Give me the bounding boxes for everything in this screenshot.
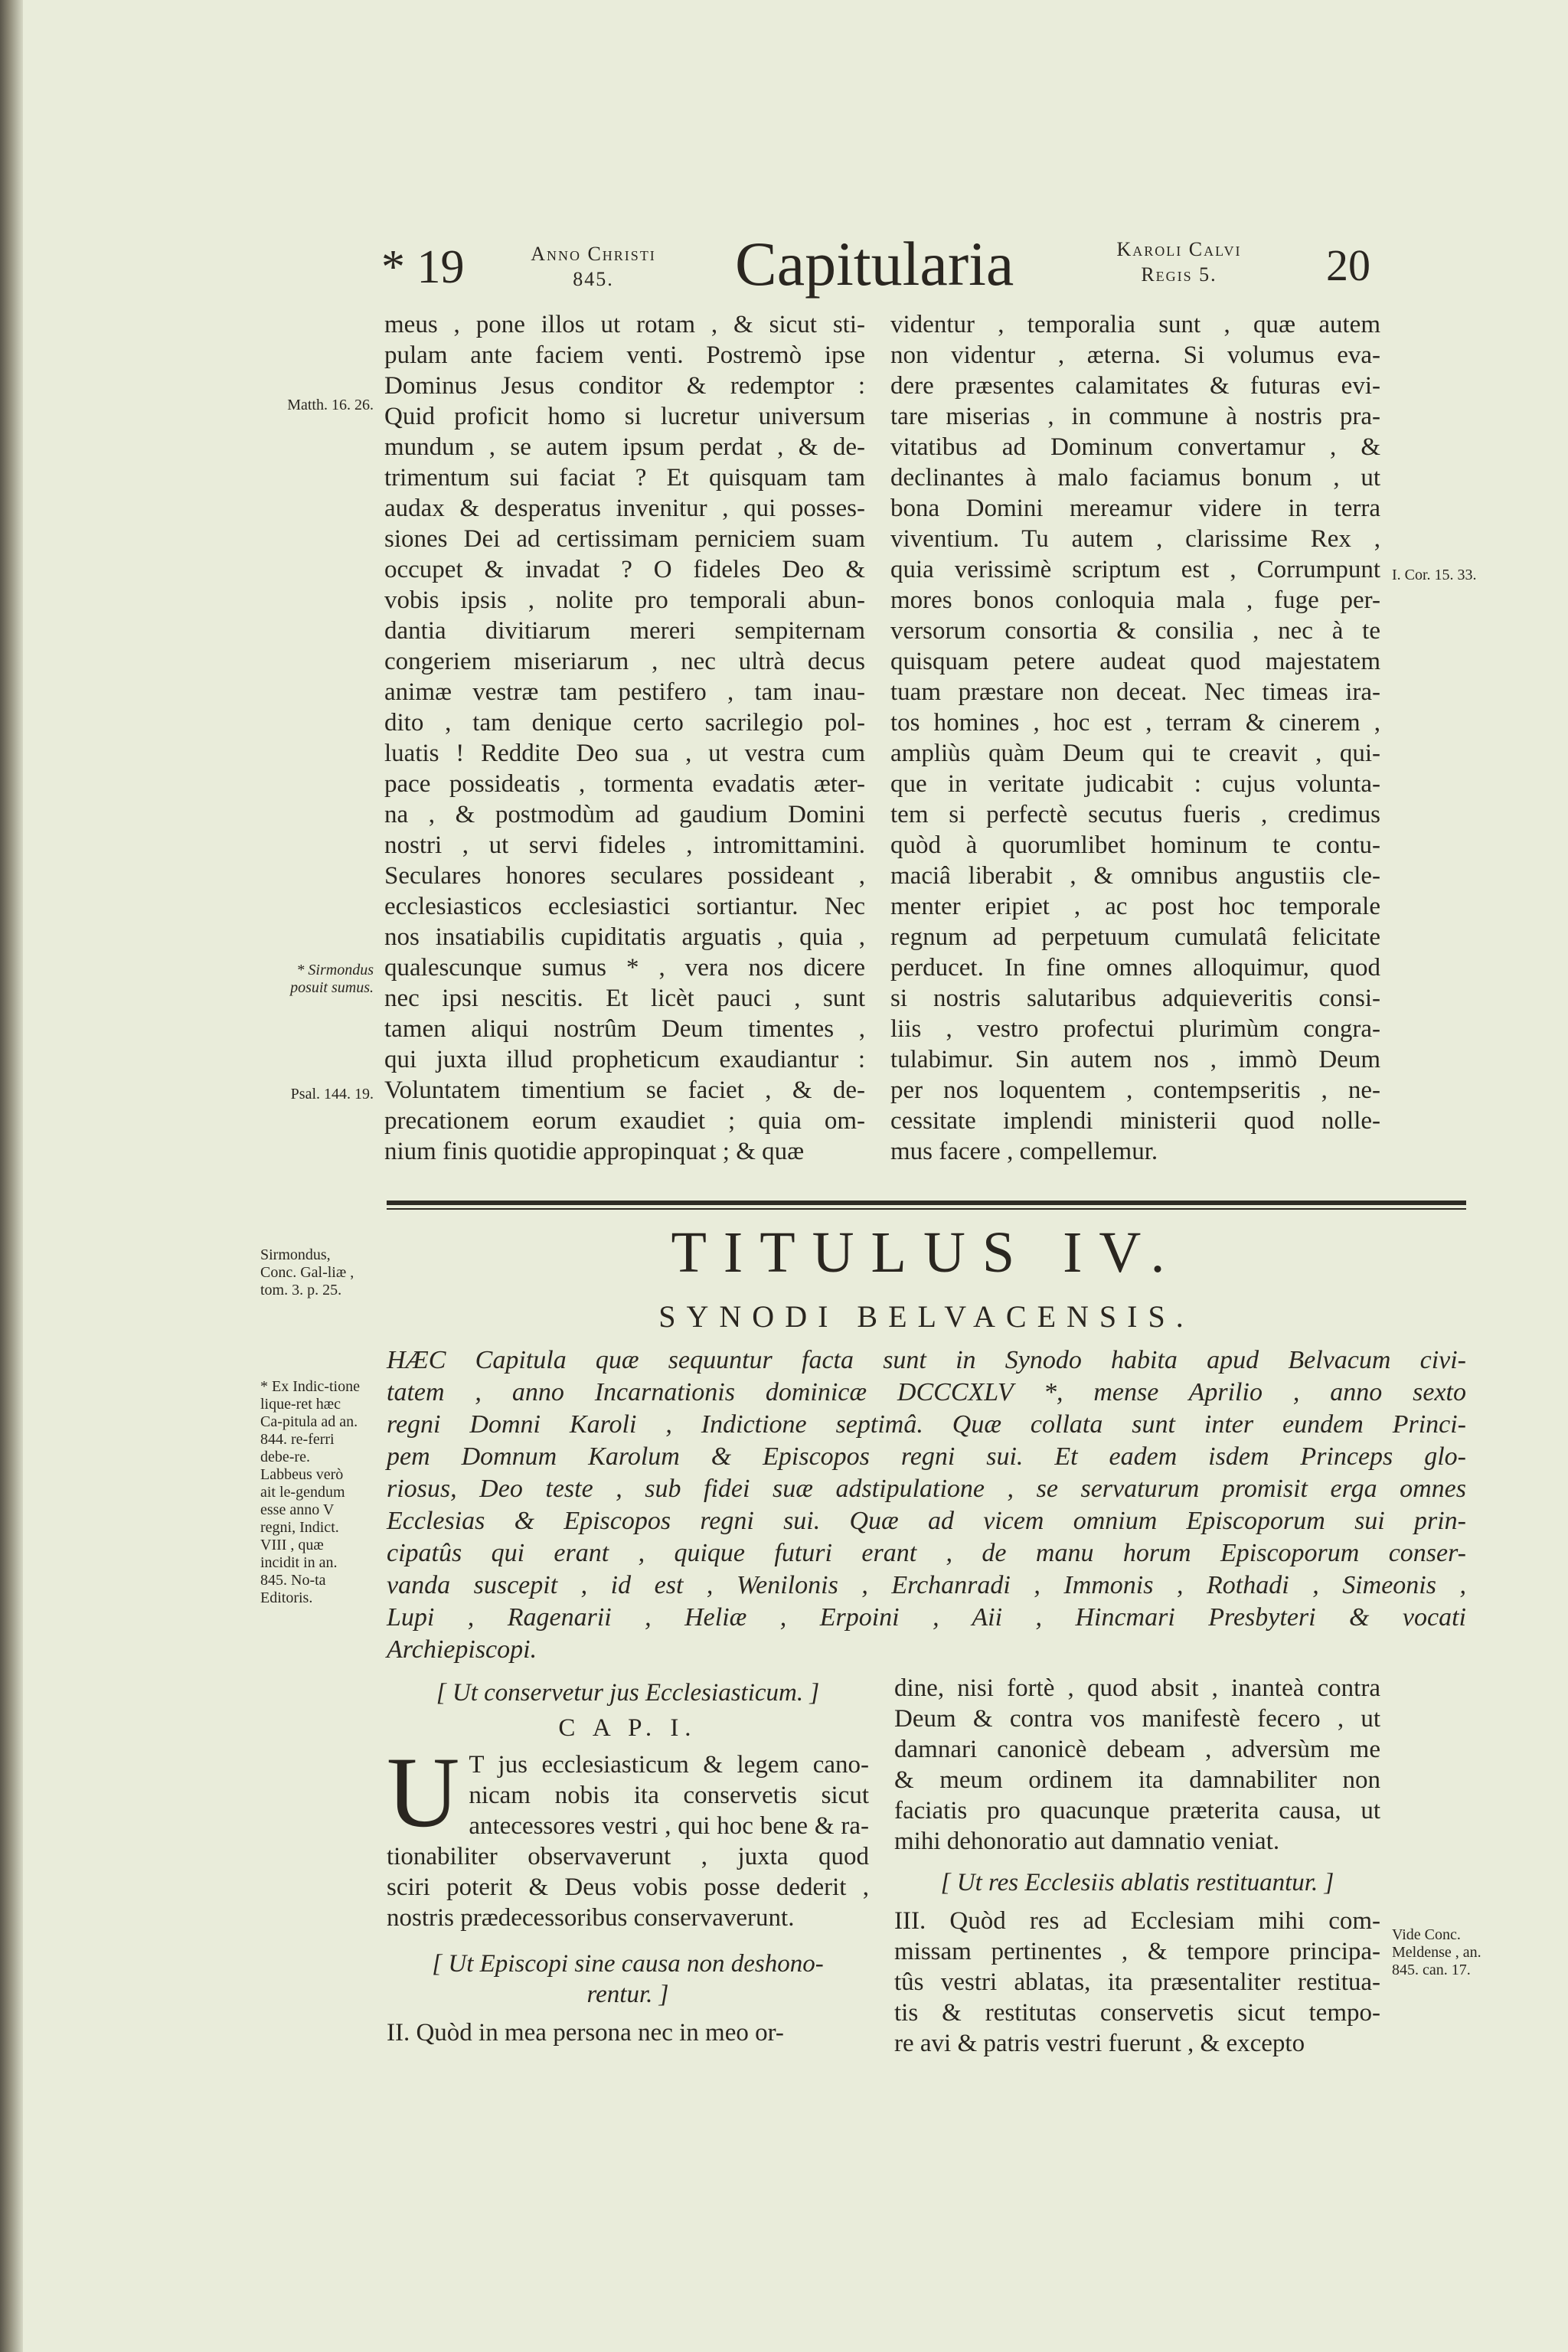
running-head-anno: [505, 242, 681, 292]
cap-three-line: tis & restitutas conservetis sicut tempo-: [894, 1999, 1380, 2027]
right-column-line: cessitate implendi ministerii quod nolle-: [890, 1107, 1380, 1135]
left-column-line: tamen aliqui nostrûm Deum timentes ,: [384, 1015, 865, 1043]
right-column-line: liis , vestro profectui plurimùm congra-: [890, 1015, 1380, 1043]
karoli-calvi: Karoli Calvi: [1116, 238, 1242, 260]
left-column-line: qualescunque sumus * , vera nos dicere: [384, 954, 865, 982]
cap-three-text: [894, 1906, 1380, 2059]
cap-two-cont-line: & meum ordinem ita damnabiliter non: [894, 1766, 1380, 1794]
cap-one-line: antecessores vestri , qui hoc bene & ra-: [469, 1812, 869, 1840]
right-column-line: vitatibus ad Dominum convertamur , &: [890, 433, 1380, 461]
margin-note-sirmondus-posuit: * Sirmondus posuit sumus.: [290, 962, 374, 996]
left-column-line: vobis ipsis , nolite pro temporali abun-: [384, 586, 865, 614]
cap-one-text: [387, 1736, 869, 1933]
titulus-heading: TITULUS IV.: [671, 1220, 1182, 1285]
margin-note-vide-conc: Vide Conc. Meldense , an. 845. can. 17.: [1392, 1926, 1481, 1978]
anno-christi: Anno Christi: [531, 243, 656, 265]
right-column-line: non videntur , æterna. Si volumus eva-: [890, 341, 1380, 369]
right-column-line: que in veritate judicabit : cujus volunta-: [890, 770, 1380, 798]
heading-res-ecclesiis: [ Ut res Ecclesiis ablatis restituantur. ]: [940, 1869, 1334, 1896]
left-column-line: dito , tam denique certo sacrilegio pol-: [384, 709, 865, 737]
left-column-line: ecclesiasticos ecclesiastici sortiantur. Nec: [384, 893, 865, 920]
left-column-line: Dominus Jesus conditor & redemptor :: [384, 372, 865, 400]
page-title: Capitularia: [735, 229, 1014, 299]
left-column-line: meus , pone illos ut rotam , & sicut sti-: [384, 311, 865, 338]
intro-line: Lupi , Ragenarii , Heliæ , Erpoini , Aii , Hincmari Presbyteri & vocati: [387, 1603, 1466, 1632]
left-column-line: nos insatiabilis cupiditatis arguatis , quia ,: [384, 923, 865, 951]
right-column-line: quòd à quorumlibet hominum te contu-: [890, 831, 1380, 859]
right-column-line: per nos loquentem , contempseritis , ne-: [890, 1076, 1380, 1104]
left-column-line: precationem eorum exaudiet ; quia om-: [384, 1107, 865, 1135]
right-column-line: maciâ liberabit , & omnibus angustiis cle-: [890, 862, 1380, 890]
right-column-line: dere præsentes calamitates & futuras evi-: [890, 372, 1380, 400]
right-column-line: perducet. In fine omnes alloquimur, quod: [890, 954, 1380, 982]
left-column-line: nec ipsi nescitis. Et licèt pauci , sunt: [384, 985, 865, 1012]
cap-three-line: missam pertinentes , & tempore principa-: [894, 1938, 1380, 1965]
right-column-line: declinantes à malo faciamus bonum , ut: [890, 464, 1380, 492]
right-column-line: quisquam petere audeat quod majestatem: [890, 648, 1380, 675]
cap-heading: C A P. I.: [558, 1714, 697, 1742]
cap-one-line: T jus ecclesiasticum & legem cano-: [469, 1751, 869, 1779]
margin-note-cor: I. Cor. 15. 33.: [1392, 567, 1477, 583]
right-column-line: ampliùs quàm Deum qui te creavit , qui-: [890, 740, 1380, 767]
heading-jus-ecclesiasticum: [ Ut conservetur jus Ecclesiasticum. ]: [436, 1679, 820, 1707]
cap-two-continued: [894, 1673, 1380, 1857]
intro-line: Archiepiscopi.: [387, 1635, 537, 1664]
right-column-line: tare miserias , in commune à nostris pra-: [890, 403, 1380, 430]
right-column-line: viventium. Tu autem , clarissime Rex ,: [890, 525, 1380, 553]
intro-line: regni Domni Karoli , Indictione septimâ. Quæ collata sunt inter eundem Princi-: [387, 1410, 1466, 1439]
margin-note-matth: Matth. 16. 26.: [287, 397, 374, 413]
intro-line: tatem , anno Incarnationis dominicæ DCCCXLV *, mense Aprilio , anno sexto: [387, 1378, 1466, 1406]
left-column-line: pace possideatis , tormenta evadatis æter-: [384, 770, 865, 798]
thin-rule: [387, 1208, 1466, 1210]
left-column-line: qui juxta illud propheticum exaudiantur :: [384, 1046, 865, 1073]
right-column-line: menter eripiet , ac post hoc temporale: [890, 893, 1380, 920]
cap-one-line: nicam nobis ita conservetis sicut: [469, 1782, 869, 1809]
cap-two-start: II. Quòd in mea persona nec in meo or-: [387, 2019, 784, 2047]
left-column-line: Quid proficit homo si lucretur universum: [384, 403, 865, 430]
margin-note-ex-indictione: * Ex Indic-tione lique-ret hæc Ca-pitula ad an. 844. re-ferri debe-re. Labbeus verò ait le-gendum esse anno V regni, Indict. VIII , quæ incidit in an. 845. No-ta Editoris.: [260, 1378, 360, 1606]
drop-cap: U: [387, 1736, 460, 1848]
left-column-line: Voluntatem timentium se faciet , & de-: [384, 1076, 865, 1104]
cap-one-line: sciri poterit & Deus vobis posse dederit ,: [387, 1873, 869, 1901]
thick-rule: [387, 1200, 1466, 1205]
cap-one-line: nostris prædecessoribus conservaverunt.: [387, 1904, 795, 1932]
page-number-left: * 19: [381, 241, 465, 293]
left-column-line: occupet & invadat ? O fideles Deo &: [384, 556, 865, 583]
right-column-text: [890, 309, 1380, 1167]
anno-year: 845.: [573, 267, 614, 290]
right-column-line: versorum consortia & consilia , nec à te: [890, 617, 1380, 645]
left-column-line: animæ vestræ tam pestifero , tam inau-: [384, 678, 865, 706]
left-column-line: mundum , se autem ipsum perdat , & de-: [384, 433, 865, 461]
left-column-line: Seculares honores seculares possideant ,: [384, 862, 865, 890]
left-column-line: nostri , ut servi fideles , intromittamini.: [384, 831, 865, 859]
right-column-line: mus facere , compellemur.: [890, 1138, 1158, 1165]
cap-three-line: tûs vestri ablatas, ita præsentaliter restitua-: [894, 1968, 1380, 1996]
synodi-heading: SYNODI BELVACENSIS.: [658, 1299, 1194, 1334]
intro-line: Ecclesias & Episcopos regni sui. Quæ ad vicem omnium Episcoporum sui prin-: [387, 1507, 1466, 1535]
cap-one-line: tionabiliter observaverunt , juxta quod: [387, 1843, 869, 1870]
cap-three-line: III. Quòd res ad Ecclesiam mihi com-: [894, 1907, 1380, 1935]
right-column-line: tulabimur. Sin autem nos , immò Deum: [890, 1046, 1380, 1073]
cap-two-cont-line: Deum & contra vos manifestè fecero , ut: [894, 1705, 1380, 1733]
cap-two-cont-line: dine, nisi fortè , quod absit , inanteà contra: [894, 1674, 1380, 1702]
cap-two-cont-line: mihi dehonoratio aut damnatio veniat.: [894, 1828, 1280, 1855]
right-column-line: videntur , temporalia sunt , quæ autem: [890, 311, 1380, 338]
intro-line: pem Domnum Karolum & Episcopos regni sui. Et eadem isdem Princeps glo-: [387, 1442, 1466, 1471]
page-number-right: 20: [1326, 240, 1370, 290]
intro-paragraph: [387, 1344, 1466, 1666]
cap-three-line: re avi & patris vestri fuerunt , & excepto: [894, 2030, 1305, 2057]
intro-line: cipatûs qui erant , quique futuri erant , de manu horum Episcoporum conser-: [387, 1539, 1466, 1567]
left-column-line: dantia divitiarum mereri sempiternam: [384, 617, 865, 645]
right-column-line: si nostris salutaribus adquieveritis consi-: [890, 985, 1380, 1012]
left-column-line: congeriem miseriarum , nec ultrà decus: [384, 648, 865, 675]
left-column-line: nium finis quotidie appropinquat ; & quæ: [384, 1138, 805, 1165]
margin-note-sirmondus-conc: Sirmondus, Conc. Gal-liæ , tom. 3. p. 25.: [260, 1246, 354, 1298]
right-column-line: tem si perfectè secutus fueris , credimus: [890, 801, 1380, 828]
margin-note-psal: Psal. 144. 19.: [290, 1086, 374, 1102]
lower-right-column: [894, 1673, 1380, 2059]
cap-two-cont-line: damnari canonicè debeam , adversùm me: [894, 1736, 1380, 1763]
running-head-karoli: [1087, 237, 1271, 287]
left-column-text: [384, 309, 865, 1167]
right-column-line: quia verissimè scriptum est , Corrumpunt: [890, 556, 1380, 583]
left-column-line: trimentum sui faciat ? Et quisquam tam: [384, 464, 865, 492]
right-column-line: tos homines , hoc est , terram & cinerem ,: [890, 709, 1380, 737]
regis-year: Regis 5.: [1141, 263, 1217, 286]
left-column-line: na , & postmodùm ad gaudium Domini: [384, 801, 865, 828]
cap-two-cont-line: faciatis pro quacunque præterita causa, ut: [894, 1797, 1380, 1824]
right-column-line: regnum ad perpetuum cumulatâ felicitate: [890, 923, 1380, 951]
heading-episcopi-line2: rentur. ]: [586, 1981, 669, 2008]
right-column-line: tuam præstare non deceat. Nec timeas ira-: [890, 678, 1380, 706]
intro-line: riosus, Deo teste , sub fidei suæ adstipulatione , se servaturum promisit erga omnes: [387, 1475, 1466, 1503]
right-column-line: bona Domini mereamur videre in terra: [890, 495, 1380, 522]
lower-left-column: [387, 1673, 869, 2048]
intro-line: vanda suscepit , id est , Wenilonis , Erchanradi , Immonis , Rothadi , Simeonis ,: [387, 1571, 1466, 1599]
left-column-line: pulam ante faciem venti. Postremò ipse: [384, 341, 865, 369]
intro-line: HÆC Capitula quæ sequuntur facta sunt in Synodo habita apud Belvacum civi-: [387, 1346, 1466, 1374]
heading-episcopi-line1: [ Ut Episcopi sine causa non deshono-: [432, 1950, 824, 1978]
left-column-line: luatis ! Reddite Deo sua , ut vestra cum: [384, 740, 865, 767]
left-column-line: siones Dei ad certissimam perniciem suam: [384, 525, 865, 553]
right-column-line: mores bonos conloquia mala , fuge per-: [890, 586, 1380, 614]
left-column-line: audax & desperatus invenitur , qui posses-: [384, 495, 865, 522]
